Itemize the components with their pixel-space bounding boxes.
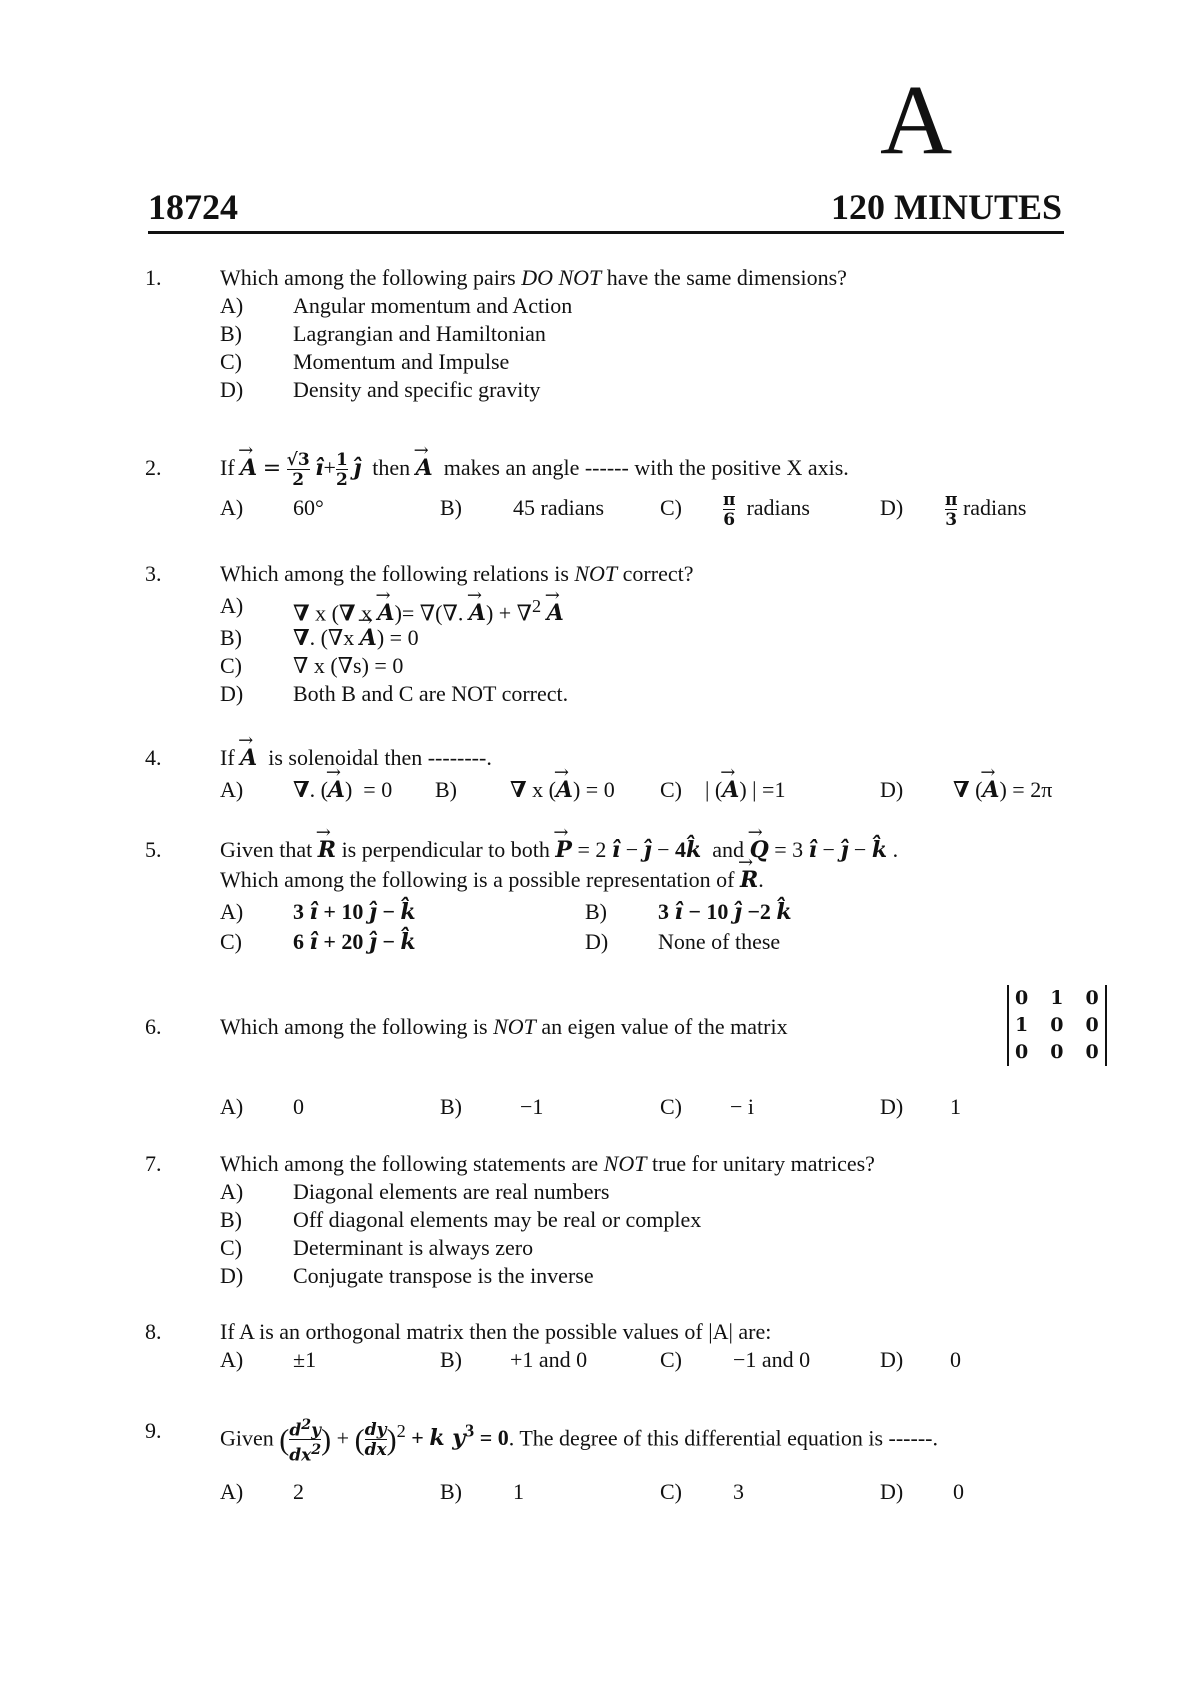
- question-stem: Given ( $\frac{d^2y}{dx^2}$ ) + ( $\frac{dy}{dx}$ )$^2$ + k $y^3 = 0$. The degree of this differential equation is ------.: [220, 1416, 938, 1466]
- option-text: −1: [520, 1094, 544, 1119]
- matrix-cell: 0: [1015, 1041, 1029, 1063]
- question-stem: If → A = $\frac{√3}{2}$ î+ $\frac{1}{2}$ ĵ then → A makes an angle ------ with the positive X axis.: [220, 448, 849, 489]
- option-label: C): [660, 1094, 682, 1119]
- matrix-cell: 0: [1085, 987, 1099, 1009]
- option-label: D): [880, 1094, 904, 1119]
- option-text: Momentum and Impulse: [293, 349, 510, 374]
- option-label: B): [440, 1094, 462, 1119]
- question-number: 5.: [145, 837, 162, 862]
- option-text: 1: [513, 1479, 524, 1504]
- question-number: 8.: [145, 1319, 162, 1344]
- option-label: D): [220, 377, 244, 402]
- option-label: B): [220, 321, 242, 346]
- option-label: B): [440, 495, 462, 520]
- option-text: | (→ A) | =1: [705, 774, 785, 806]
- question-4: [145, 742, 1100, 806]
- option-label: C): [660, 495, 682, 520]
- option-label: D): [880, 1347, 904, 1372]
- option-text: 0: [953, 1479, 964, 1504]
- question-stem: If → A is solenoidal then --------.: [220, 742, 492, 774]
- question-3: [145, 560, 1100, 708]
- option-text: − i: [730, 1094, 755, 1119]
- option-text: 3 î + 10 ĵ − k̂: [293, 899, 416, 925]
- option-text: Off diagonal elements may be real or complex: [293, 1207, 702, 1232]
- option-text: 1: [950, 1094, 961, 1119]
- option-text: 60°: [293, 495, 324, 520]
- header-divider: [148, 231, 1064, 234]
- option-label: D): [220, 681, 244, 706]
- option-label: C): [660, 1479, 682, 1504]
- matrix-cell: 0: [1015, 987, 1029, 1009]
- matrix-cell: 1: [1050, 987, 1064, 1009]
- option-text: 6 î + 20 ĵ − k̂: [293, 929, 416, 955]
- option-text: ±1: [293, 1347, 317, 1372]
- question-stem: Given that → R is perpendicular to both → P = 2 î − ĵ − 4k̂ and → Q = 3 î − ĵ − k̂ .: [220, 834, 898, 866]
- option-text: 2: [293, 1479, 304, 1504]
- option-text: 3: [733, 1479, 744, 1504]
- option-text: Both B and C are NOT correct.: [293, 681, 569, 706]
- matrix-cell: 0: [1050, 1014, 1064, 1036]
- question-stem: Which among the following pairs DO NOT have the same dimensions?: [220, 265, 847, 290]
- option-label: A): [220, 1179, 244, 1204]
- series-letter: A: [880, 64, 953, 175]
- option-label: A): [220, 593, 244, 618]
- question-number: 4.: [145, 745, 162, 770]
- option-text: ∇ x (→ A) = 0: [510, 774, 615, 806]
- question-paper-code: 18724: [148, 187, 238, 227]
- question-stem: Which among the following is NOT an eigen value of the matrix: [220, 1014, 788, 1039]
- matrix-cell: 0: [1085, 1014, 1099, 1036]
- option-label: A): [220, 1479, 244, 1504]
- option-label: B): [440, 1479, 462, 1504]
- option-text: Diagonal elements are real numbers: [293, 1179, 610, 1204]
- option-label: A): [220, 495, 244, 520]
- option-text: 0: [293, 1094, 304, 1119]
- option-text: Lagrangian and Hamiltonian: [293, 321, 546, 346]
- option-label: C): [220, 929, 242, 954]
- question-9: [145, 1406, 1100, 1506]
- option-text: 0: [950, 1347, 961, 1372]
- option-label: D): [220, 1263, 244, 1288]
- question-number: 7.: [145, 1151, 162, 1176]
- question-number: 3.: [145, 561, 162, 586]
- option-label: C): [220, 1235, 242, 1260]
- option-label: C): [220, 349, 242, 374]
- option-text: Density and specific gravity: [293, 377, 541, 402]
- option-text: Determinant is always zero: [293, 1235, 534, 1260]
- question-7: [145, 1150, 1100, 1290]
- question-number: 6.: [145, 1014, 162, 1039]
- option-text: 45 radians: [513, 495, 605, 520]
- option-label: A): [220, 899, 244, 924]
- question-2: [145, 448, 1100, 528]
- exam-duration: 120 MINUTES: [830, 187, 1062, 227]
- option-label: A): [220, 1094, 244, 1119]
- option-text: Conjugate transpose is the inverse: [293, 1263, 594, 1288]
- question-stem-continued: Which among the following is a possible representation of → R.: [220, 864, 764, 896]
- matrix-cell: 1: [1015, 1014, 1029, 1036]
- question-1: [145, 264, 1100, 404]
- option-text: $\frac{\pi}{6}$ radians: [723, 489, 810, 530]
- option-label: B): [435, 777, 457, 802]
- option-label: A): [220, 777, 244, 802]
- question-number: 2.: [145, 455, 162, 480]
- option-text: ∇ x (∇s) = 0: [293, 653, 404, 678]
- question-number: 9.: [145, 1418, 162, 1443]
- option-text: −1 and 0: [733, 1347, 811, 1372]
- option-label: D): [880, 777, 904, 802]
- option-label: B): [220, 1207, 242, 1232]
- option-text: ∇ (→ A) = 2π: [953, 774, 1052, 806]
- option-label: C): [660, 777, 682, 802]
- question-stem: Which among the following relations is NOT correct?: [220, 561, 694, 586]
- question-6: [145, 987, 1100, 1121]
- question-stem: Which among the following statements are NOT true for unitary matrices?: [220, 1151, 875, 1176]
- question-number: 1.: [145, 265, 162, 290]
- option-label: B): [220, 625, 242, 650]
- option-text: 3 î − 10 ĵ −2 k̂: [658, 899, 792, 925]
- option-label: D): [585, 929, 609, 954]
- option-label: B): [585, 899, 607, 924]
- option-text: Angular momentum and Action: [293, 293, 573, 318]
- matrix: [1007, 985, 1107, 1066]
- option-text: +1 and 0: [510, 1347, 588, 1372]
- option-label: D): [880, 495, 904, 520]
- option-text: ∇. (∇x → A) = 0: [293, 622, 419, 654]
- option-text: ∇. (→ A) = 0: [293, 774, 392, 806]
- option-label: D): [880, 1479, 904, 1504]
- option-label: A): [220, 1347, 244, 1372]
- option-label: C): [220, 653, 242, 678]
- matrix-cell: 0: [1085, 1041, 1099, 1063]
- question-stem: If A is an orthogonal matrix then the possible values of |A| are:: [220, 1319, 772, 1344]
- question-8: [145, 1318, 1100, 1374]
- option-label: B): [440, 1347, 462, 1372]
- option-text: ∇ x (∇ x → A)= ∇(∇. → A) + ∇$^2$ → A: [293, 590, 564, 629]
- option-text: $\frac{\pi}{3}$ radians: [945, 489, 1027, 530]
- question-5: [145, 834, 1100, 956]
- option-label: C): [660, 1347, 682, 1372]
- option-text: None of these: [658, 929, 781, 954]
- option-label: A): [220, 293, 244, 318]
- matrix-cell: 0: [1050, 1041, 1064, 1063]
